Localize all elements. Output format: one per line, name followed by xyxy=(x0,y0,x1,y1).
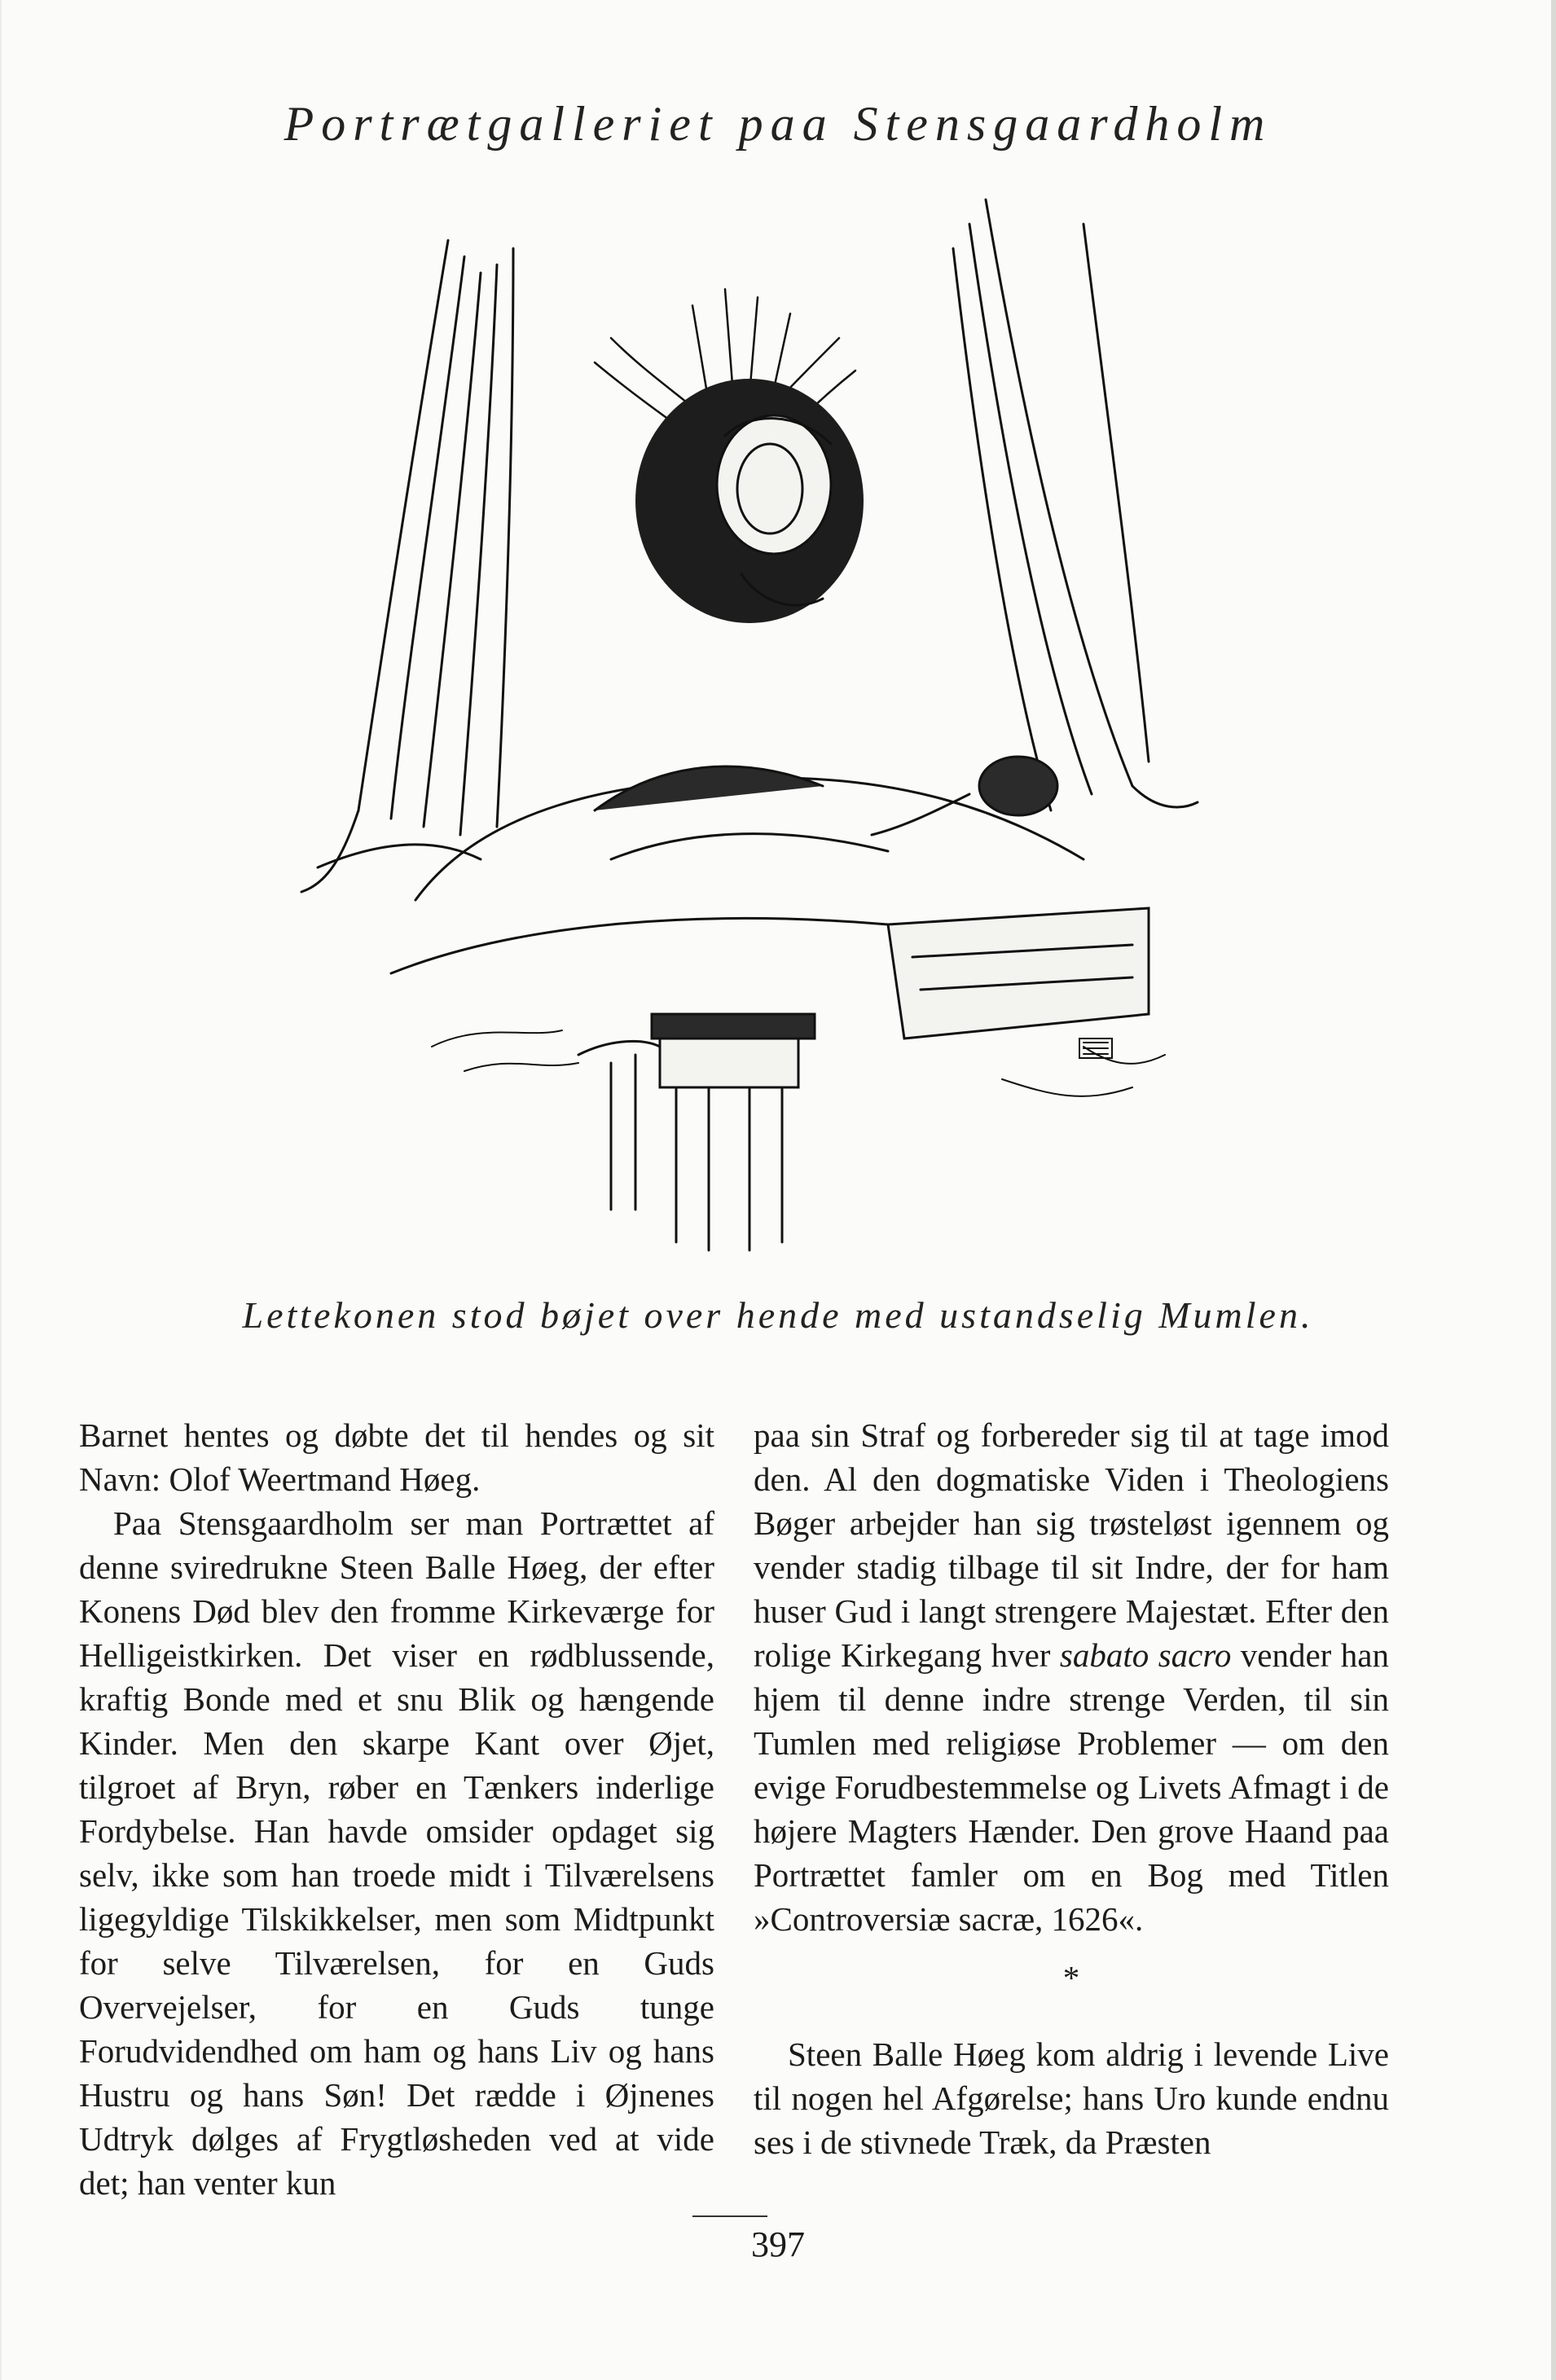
italic-term: sabato sacro xyxy=(1059,1636,1232,1674)
right-curtain xyxy=(953,200,1198,810)
artist-monogram xyxy=(1079,1039,1112,1058)
paragraph: Barnet hentes og døbte det til hendes og sit Navn: Olof Weertmand Høeg. xyxy=(79,1416,714,1498)
illustration-caption: Lettekonen stod bøjet over hende med ustandselig Mumlen. xyxy=(242,1294,1314,1336)
text-run: paa sin Straf og forbereder sig til at tage imod den. Al den dogmatiske Viden i Theologiens Bøger arbejder han sig trøsteløst igennem og vender stadig tilbage til sit Indre, der for ham huser Gud i langt strengere Majestæt. Efter den rolige Kirkegang hver xyxy=(754,1416,1389,1674)
page-number: 397 xyxy=(751,2224,805,2264)
lying-figure xyxy=(872,757,1057,835)
paragraph: Paa Stensgaardholm ser man Portrættet af denne sviredrukne Steen Balle Høeg, der efter Konens Død blev den fromme Kirkeværge for Helligeistkirken. Det viser en rødblussende, kraftig Bonde med et snu Blik og hængende Kinder. Men den skarpe Kant over Øjet, tilgroet af Bryn, røber en Tænkers inderlige Fordybelse. Han havde omsider opdaget sig selv, ikke som han troede midt i Tilværelsens ligegyldige Tilskikkelser, men som Midtpunkt for selve Tilværelsen, for en Guds Overvejelser, for en Guds tunge Forudvidendhed om ham og hans Liv og hans Hustru og hans Søn! Det rædde i Øjnenes Udtryk dølges af Frygtløsheden ved at vide det; han venter kun xyxy=(79,1504,714,2202)
cradle xyxy=(578,1014,815,1250)
running-title: Portrætgalleriet paa Stensgaardholm xyxy=(284,97,1272,151)
text-run: vender han hjem til denne indre strenge Verden, til sin Tumlen med religiøse Problemer — om den evige Forudbestemmelse og Livets Afmagt i de højere Magters Hænder. Den grove Haand paa Portrættet famler om en Bog med Titlen »Controversiæ sacræ, 1626«. xyxy=(754,1636,1389,1938)
paragraph: Steen Balle Høeg kom aldrig i levende Live til nogen hel Afgørelse; hans Uro kunde endnu ses i de stivnede Træk, da Præsten xyxy=(754,2035,1389,2161)
section-separator: * xyxy=(1062,1959,1080,1996)
right-column xyxy=(754,1413,1389,2164)
left-column xyxy=(79,1413,714,2205)
paragraph xyxy=(754,1413,1389,1941)
page-number-rule xyxy=(692,2215,767,2217)
bedroom-illustration xyxy=(269,191,1287,1275)
left-curtain xyxy=(301,240,513,892)
